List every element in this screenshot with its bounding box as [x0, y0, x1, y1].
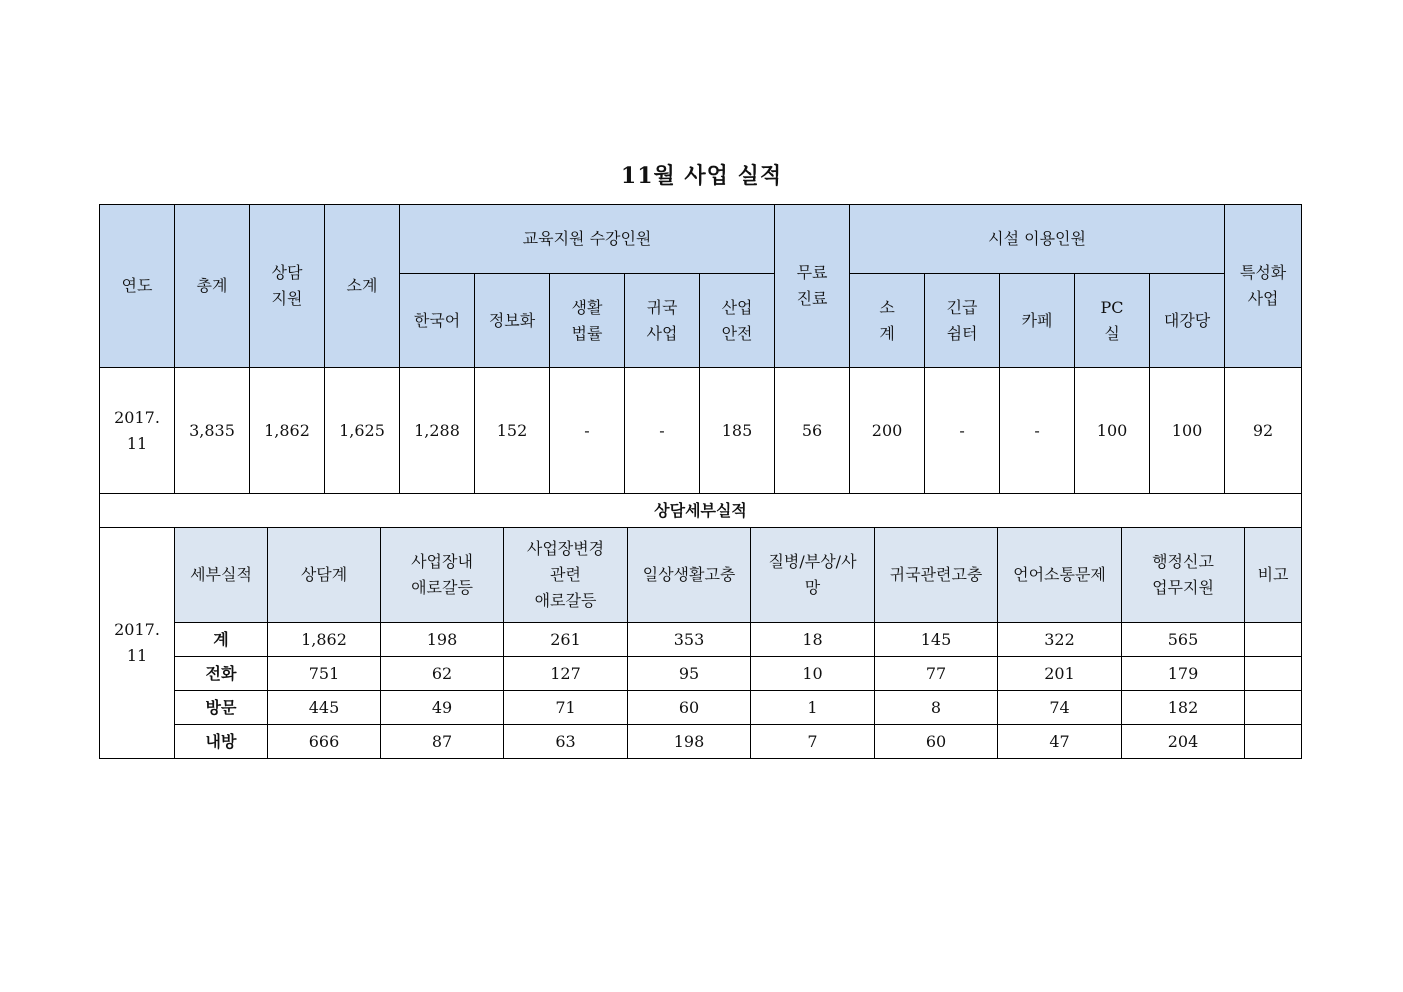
header-special: 특성화 사업	[1225, 205, 1302, 368]
cell-value: 1,862	[250, 368, 325, 494]
cell-value: 179	[1122, 657, 1245, 691]
cell-value: 182	[1122, 691, 1245, 725]
header-subtotal: 소계	[325, 205, 400, 368]
cell-value: 7	[751, 725, 875, 759]
detail-header: 사업장변경 관련 애로갈등	[504, 528, 628, 623]
row-label: 전화	[175, 657, 268, 691]
detail-header: 행정신고 업무지원	[1122, 528, 1245, 623]
detail-header: 언어소통문제	[998, 528, 1122, 623]
row-label: 계	[175, 623, 268, 657]
cell-value: 3,835	[175, 368, 250, 494]
detail-header: 사업장내 애로갈등	[381, 528, 504, 623]
cell-value: 1	[751, 691, 875, 725]
summary-table	[99, 204, 1302, 494]
cell-value: 152	[475, 368, 550, 494]
table-row	[100, 725, 1302, 759]
cell-value: 87	[381, 725, 504, 759]
cell-value: 71	[504, 691, 628, 725]
cell-value: 204	[1122, 725, 1245, 759]
cell-value: 1,862	[268, 623, 381, 657]
header-return: 귀국 사업	[625, 274, 700, 368]
cell-note	[1245, 623, 1302, 657]
cell-value: -	[625, 368, 700, 494]
cell-value: 77	[875, 657, 998, 691]
detail-header: 세부실적	[175, 528, 268, 623]
row-label: 내방	[175, 725, 268, 759]
cell-value: 56	[775, 368, 850, 494]
page-title: 11월 사업 실적	[620, 163, 783, 189]
detail-header: 상담계	[268, 528, 381, 623]
cell-value: 185	[700, 368, 775, 494]
cell-value: 353	[628, 623, 751, 657]
cell-value: 200	[850, 368, 925, 494]
cell-value: 322	[998, 623, 1122, 657]
detail-header: 귀국관련고충	[875, 528, 998, 623]
cell-note	[1245, 657, 1302, 691]
cell-value: 8	[875, 691, 998, 725]
cell-value: 62	[381, 657, 504, 691]
header-edu-group: 교육지원 수강인원	[400, 205, 775, 274]
cell-value: 127	[504, 657, 628, 691]
table-row	[100, 657, 1302, 691]
cell-note	[1245, 725, 1302, 759]
cell-value: 74	[998, 691, 1122, 725]
cell-value: 1,288	[400, 368, 475, 494]
cell-value: 565	[1122, 623, 1245, 657]
header-pc-room: PC 실	[1075, 274, 1150, 368]
header-medical: 무료 진료	[775, 205, 850, 368]
header-total: 총계	[175, 205, 250, 368]
detail-year: 2017. 11	[100, 528, 175, 759]
table-row	[100, 691, 1302, 725]
cell-note	[1245, 691, 1302, 725]
detail-header: 일상생활고충	[628, 528, 751, 623]
cell-value: 198	[381, 623, 504, 657]
detail-section-title: 상담세부실적	[100, 494, 1302, 528]
row-year: 2017. 11	[100, 368, 175, 494]
cell-value: 261	[504, 623, 628, 657]
cell-value: 666	[268, 725, 381, 759]
cell-value: 100	[1075, 368, 1150, 494]
cell-value: 100	[1150, 368, 1225, 494]
cell-value: -	[550, 368, 625, 494]
cell-value: -	[1000, 368, 1075, 494]
cell-value: 751	[268, 657, 381, 691]
header-facility-group: 시설 이용인원	[850, 205, 1225, 274]
detail-header: 비고	[1245, 528, 1302, 623]
cell-value: 18	[751, 623, 875, 657]
header-fac-subtotal: 소 계	[850, 274, 925, 368]
cell-value: 60	[628, 691, 751, 725]
row-label: 방문	[175, 691, 268, 725]
cell-value: 47	[998, 725, 1122, 759]
cell-value: 198	[628, 725, 751, 759]
header-korean: 한국어	[400, 274, 475, 368]
header-law: 생활 법률	[550, 274, 625, 368]
table-row	[100, 623, 1302, 657]
cell-value: 145	[875, 623, 998, 657]
cell-value: 10	[751, 657, 875, 691]
cell-value: -	[925, 368, 1000, 494]
cell-value: 92	[1225, 368, 1302, 494]
cell-value: 445	[268, 691, 381, 725]
cell-value: 60	[875, 725, 998, 759]
cell-value: 201	[998, 657, 1122, 691]
header-hall: 대강당	[1150, 274, 1225, 368]
header-year: 연도	[100, 205, 175, 368]
header-counsel: 상담 지원	[250, 205, 325, 368]
cell-value: 1,625	[325, 368, 400, 494]
header-cafe: 카페	[1000, 274, 1075, 368]
detail-header: 질병/부상/사 망	[751, 528, 875, 623]
cell-value: 63	[504, 725, 628, 759]
header-shelter: 긴급 쉼터	[925, 274, 1000, 368]
header-computer: 정보화	[475, 274, 550, 368]
cell-value: 49	[381, 691, 504, 725]
detail-table	[99, 493, 1302, 759]
header-safety: 산업 안전	[700, 274, 775, 368]
cell-value: 95	[628, 657, 751, 691]
